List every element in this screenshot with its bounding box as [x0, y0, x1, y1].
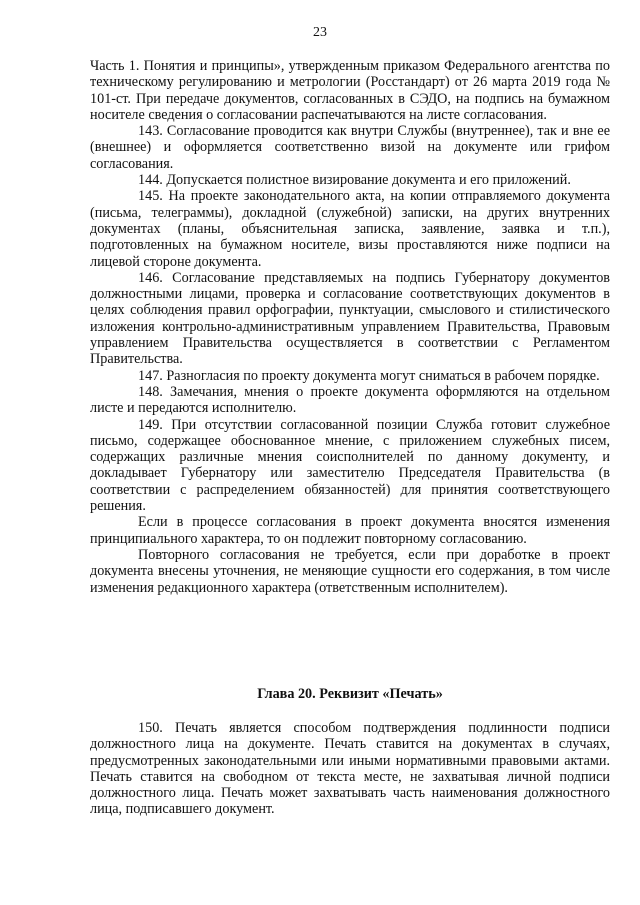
paragraph-149: 149. При отсутствии согласованной позиции Служба готовит служебное письмо, содержащее обоснованное мнение, с приложением служебных писем, содержащих различные мнения соисполнителей по данному документу, и докладывает Губернатору или заместителю Председателя Правительства (в соответствии с распределением обязанностей) для принятия соответствующего решения.	[90, 416, 610, 515]
paragraph-144: 144. Допускается полистное визирование документа и его приложений.	[138, 172, 571, 189]
chapter-heading: Глава 20. Реквизит «Печать»	[257, 686, 443, 702]
document-body	[90, 58, 610, 818]
paragraph-146: 146. Согласование представляемых на подпись Губернатору документов должностными лицами, проверка и согласование соответствующих документов в целях соблюдения правил орфографии, пунктуации, смыслового и стилистического изложения контрольно-административным управлением Правительства, Правовым управлением Правительства осуществляется в соответствии с Регламентом Правительства.	[90, 269, 610, 368]
paragraph-changes: Если в процессе согласования в проект документа вносятся изменения принципиального характера, то он подлежит повторному согласованию.	[90, 514, 610, 547]
paragraph-147: 147. Разногласия по проекту документа могут сниматься в рабочем порядке.	[138, 367, 600, 384]
paragraph-143: 143. Согласование проводится как внутри Службы (внутреннее), так и вне ее (внешнее) и оформляется соответственно визой на документе или грифом согласования.	[90, 123, 610, 172]
paragraph-continuation: Часть 1. Понятия и принципы», утвержденным приказом Федерального агентства по техническому регулированию и метрологии (Росстандарт) от 26 марта 2019 года № 101-ст. При передаче документов, согласованных в СЭДО, на подпись на бумажном носителе сведения о согласовании распечатываются на листе согласования.	[90, 58, 610, 123]
paragraph-repeat-approval: Повторного согласования не требуется, если при доработке в проект документа внесены уточнения, не меняющие сущности его содержания, в том числе изменения редакционного характера (ответственным исполнителем).	[90, 546, 610, 596]
paragraph-148: 148. Замечания, мнения о проекте документа оформляются на отдельном листе и передаются исполнителю.	[90, 383, 610, 417]
page-number: 23	[313, 25, 327, 40]
paragraph-150: 150. Печать является способом подтверждения подлинности подписи должностного лица на документе. Печать ставится на документах в случаях, предусмотренных законодательными или иными нормативными правовыми актами. Печать ставится на свободном от текста месте, не захватывая личной подписи должностного лица. Печать может захватывать часть наименования должностного лица, подписавшего документ.	[90, 720, 610, 818]
paragraph-145: 145. На проекте законодательного акта, на копии отправляемого документа (письма, телеграммы), докладной (служебной) записки, на других внутренних документах (планы, объяснительная записка, заявление, заявка и т.п.), подготовленных на бумажном носителе, визы проставляются ниже подписи на лицевой стороне документа.	[90, 188, 610, 270]
